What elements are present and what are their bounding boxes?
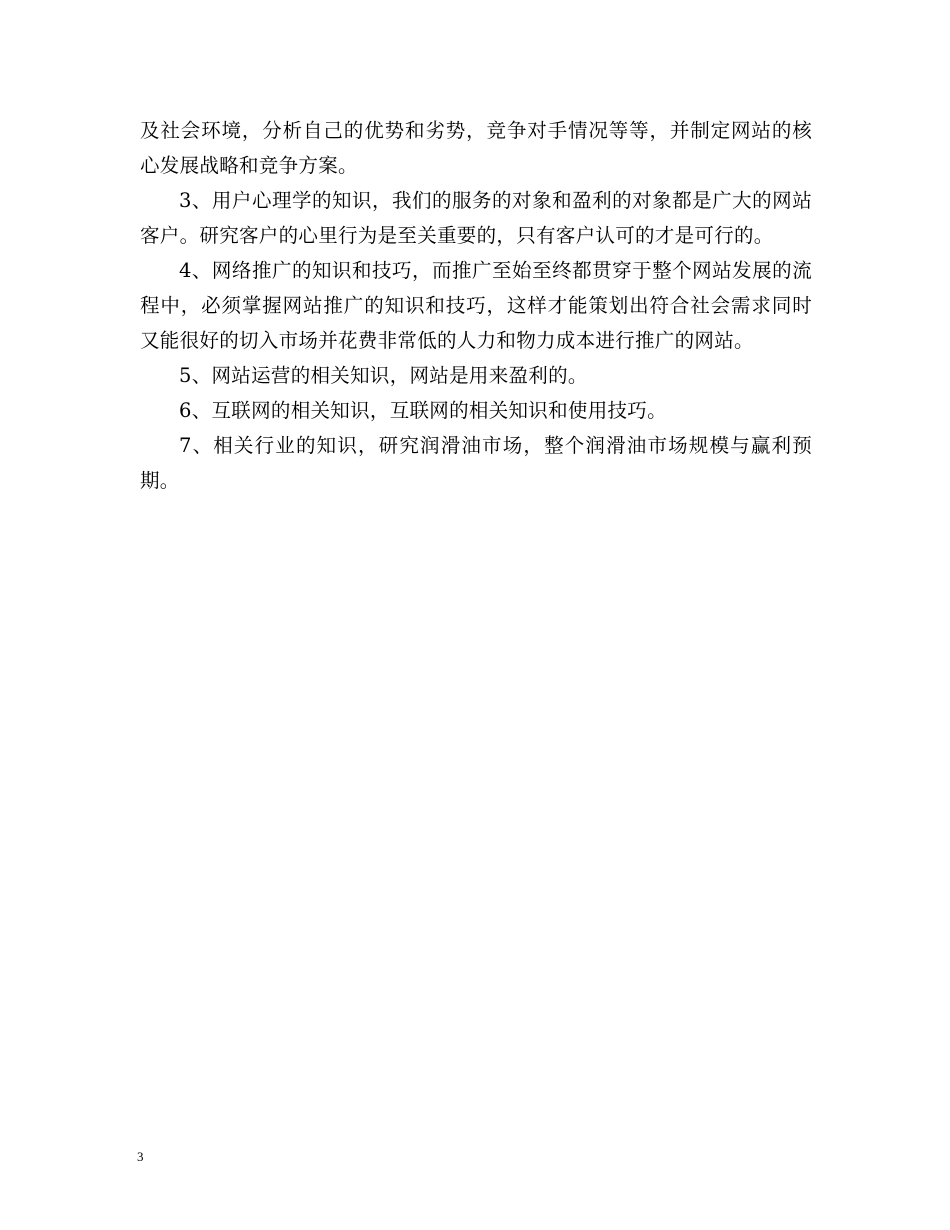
- paragraph-item-7: 7、相关行业的知识，研究润滑油市场，整个润滑油市场规模与赢利预期。: [140, 434, 812, 492]
- paragraph-item-6: 6、互联网的相关知识，互联网的相关知识和使用技巧。: [179, 399, 667, 422]
- document-body: [140, 113, 812, 498]
- paragraph-item-4: 4、网络推广的知识和技巧，而推广至始至终都贯穿于整个网站发展的流程中，必须掌握网站推广的知识和技巧，这样才能策划出符合社会需求同时又能很好的切入市场并花费非常低的人力和物力成本进行推广的网站。: [140, 259, 812, 352]
- page-number: 3: [137, 1149, 144, 1164]
- paragraph-item-3: 3、用户心理学的知识，我们的服务的对象和盈利的对象都是广大的网站客户。研究客户的心里行为是至关重要的，只有客户认可的才是可行的。: [140, 189, 812, 247]
- paragraph-item-5: 5、网站运营的相关知识，网站是用来盈利的。: [179, 364, 588, 387]
- paragraph-continuation: 及社会环境，分析自己的优势和劣势，竞争对手情况等等，并制定网站的核心发展战略和竞争方案。: [140, 119, 812, 177]
